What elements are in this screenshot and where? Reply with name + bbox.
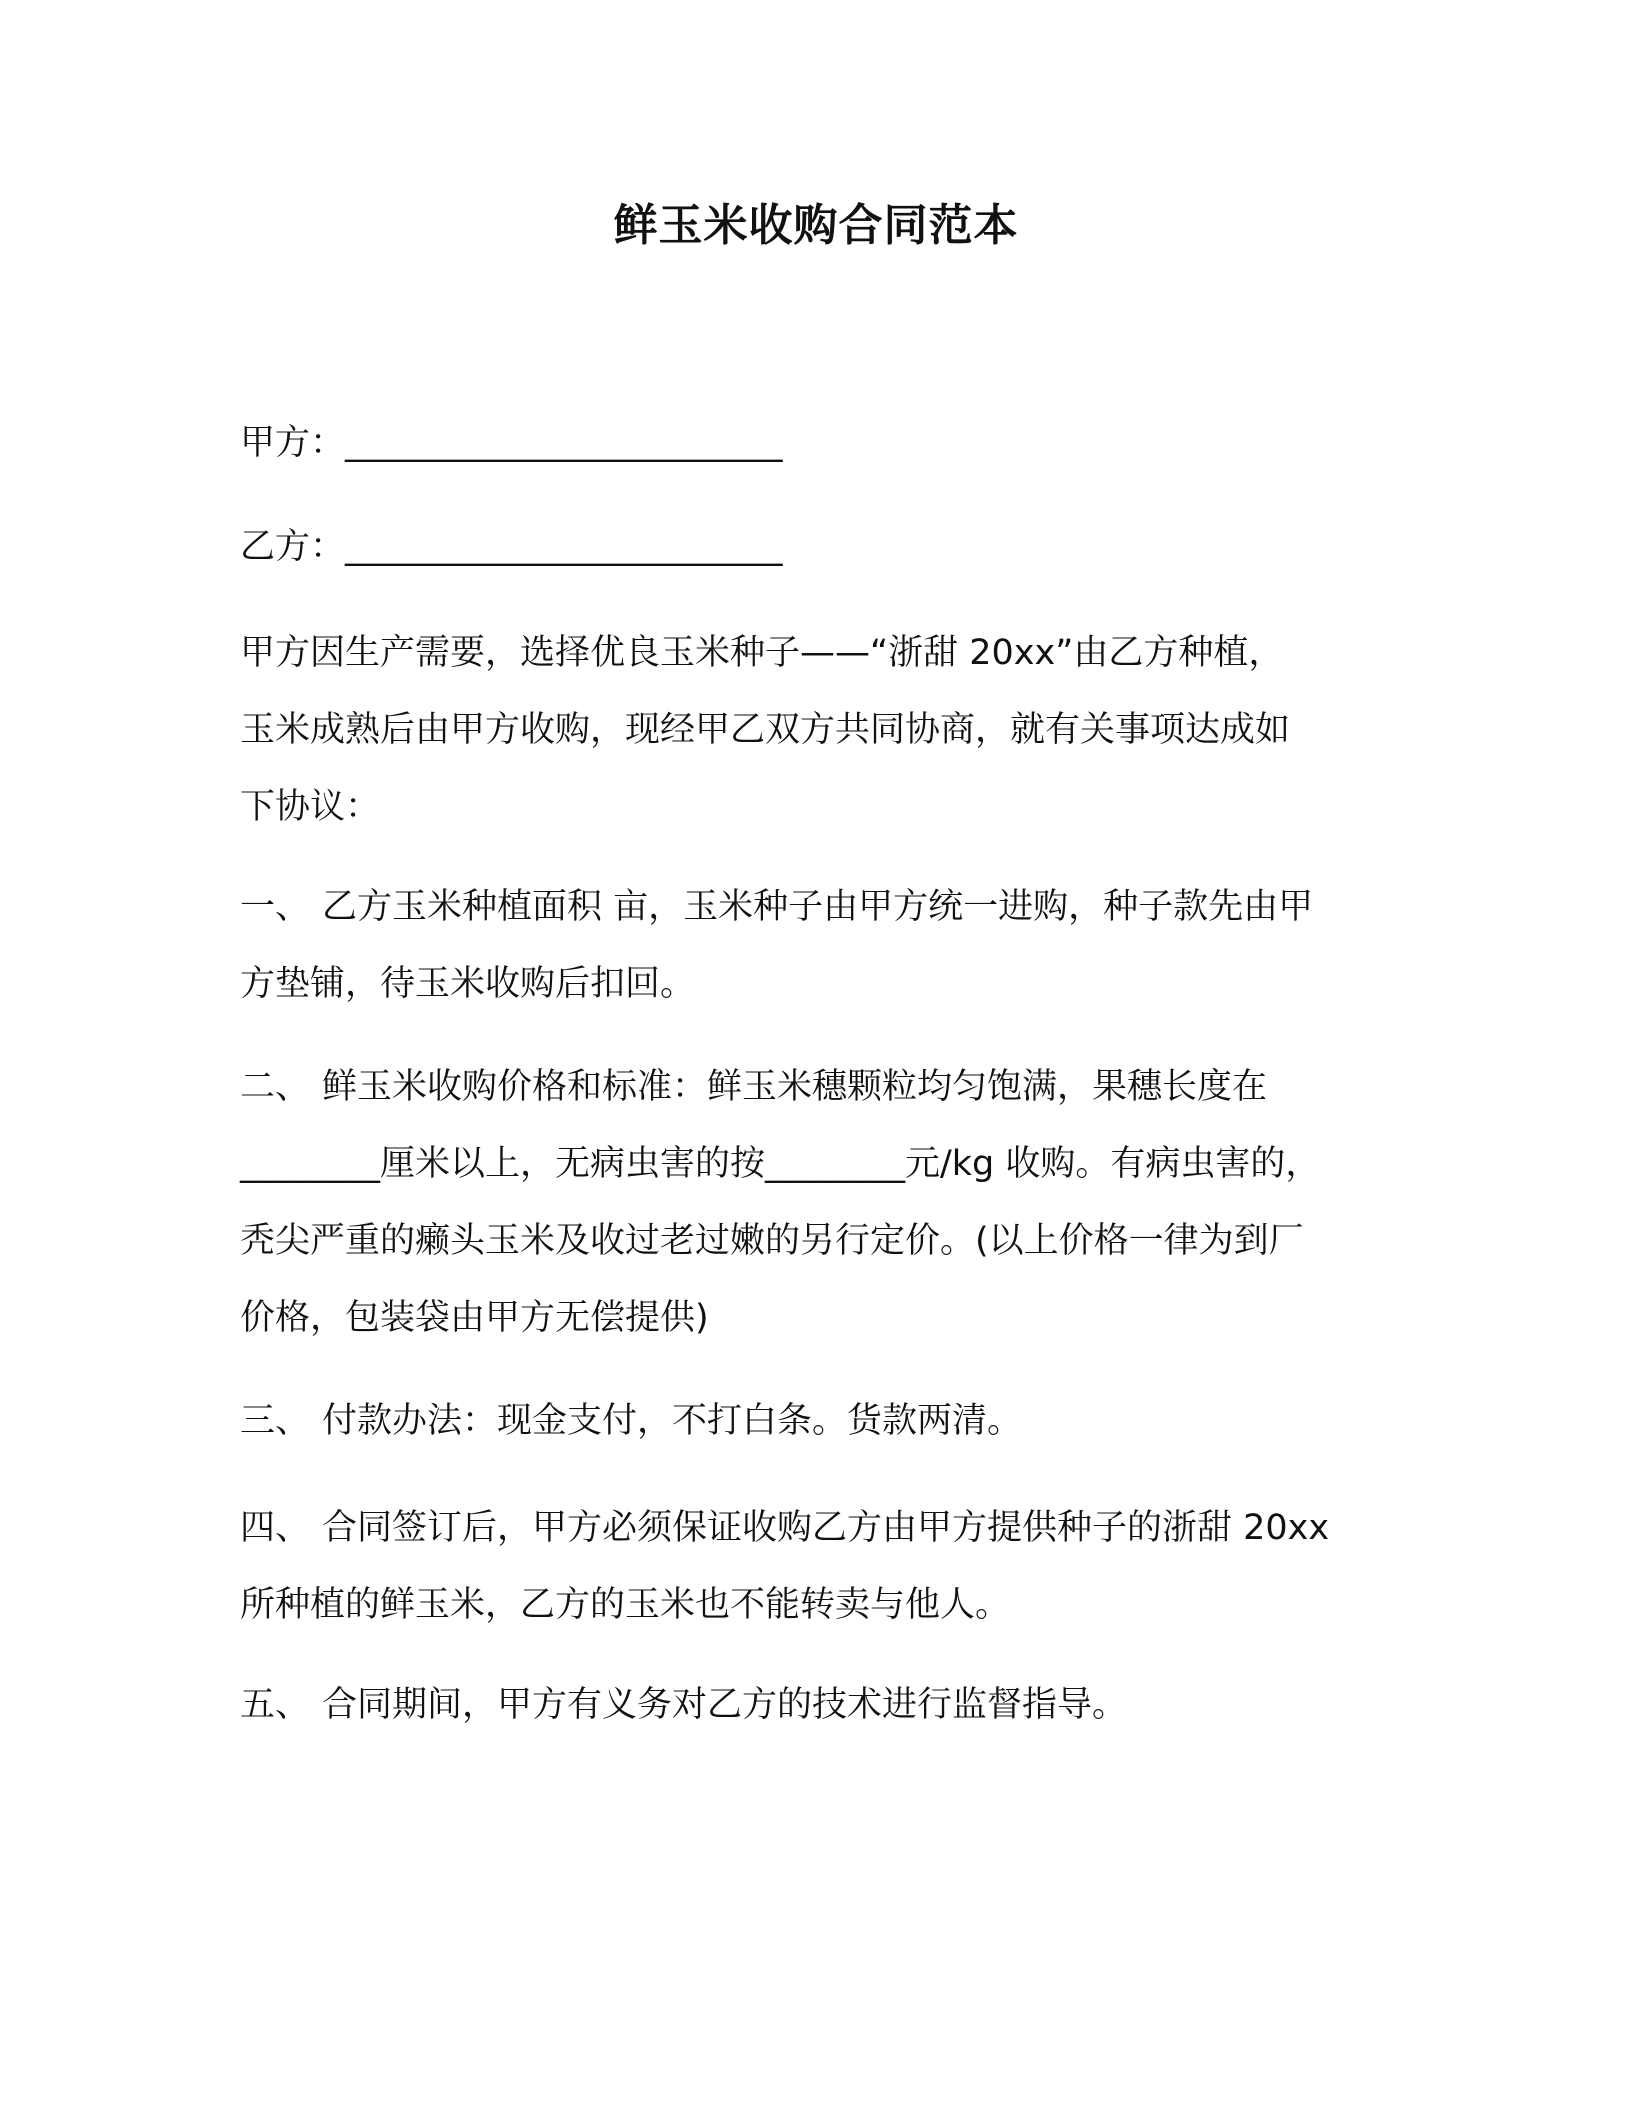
clause-line: 秃尖严重的癞头玉米及收过老过嫩的另行定价。(以上价格一律为到厂 (240, 1221, 1304, 1261)
clause-text: 合同期间，甲方有义务对乙方的技术进行监督指导。 (322, 1685, 1128, 1725)
clause-number: 三、 (240, 1401, 311, 1441)
intro-line: 下协议： (240, 787, 381, 827)
clause-line (240, 1062, 1267, 1112)
clause-text: 付款办法：现金支付，不打白条。货款两清。 (322, 1401, 1023, 1441)
clause-text: 合同签订后，甲方必须保证收购乙方由甲方提供种子的浙甜 20xx (322, 1508, 1330, 1548)
clause-number: 四、 (240, 1508, 311, 1548)
clause-line: ________厘米以上，无病虫害的按________元/kg 收购。有病虫害的， (240, 1144, 1321, 1184)
clause-text: 乙方玉米种植面积 亩，玉米种子由甲方统一进购，种子款先由甲 (322, 887, 1314, 927)
clause-number: 五、 (240, 1685, 311, 1725)
party-a-line: 甲方：_________________________ (240, 423, 783, 463)
clause-line (240, 882, 1313, 932)
clause-number: 二、 (240, 1067, 311, 1107)
clause-text: 鲜玉米收购价格和标准：鲜玉米穗颗粒均匀饱满，果穗长度在 (322, 1067, 1268, 1107)
clause-line: 所种植的鲜玉米，乙方的玉米也不能转卖与他人。 (240, 1585, 1011, 1625)
clause-line: 方垫铺，待玉米收购后扣回。 (240, 964, 696, 1004)
clause-number: 一、 (240, 887, 311, 927)
clause-line (240, 1680, 1127, 1730)
party-b-line: 乙方：_________________________ (240, 527, 783, 567)
clause-line (240, 1503, 1329, 1553)
clause-line: 价格，包装袋由甲方无偿提供) (240, 1298, 709, 1338)
clause-line (240, 1396, 1022, 1446)
document-title: 鲜玉米收购合同范本 (613, 200, 1019, 251)
intro-line: 甲方因生产需要，选择优良玉米种子——“浙甜 20xx”由乙方种植， (240, 633, 1284, 673)
intro-line: 玉米成熟后由甲方收购，现经甲乙双方共同协商，就有关事项达成如 (240, 710, 1291, 750)
